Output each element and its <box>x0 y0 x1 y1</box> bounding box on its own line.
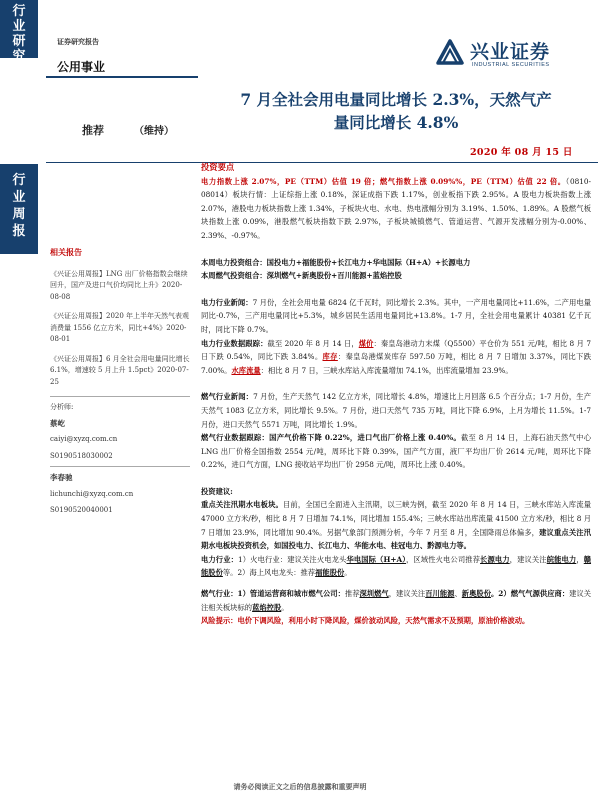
rating-label: 推荐 <box>82 124 104 137</box>
power-news <box>201 296 591 337</box>
stock-name: 皖能电力 <box>546 554 577 564</box>
related-report[interactable]: 《兴证公用周报】LNG 出厂价格指数会继续回升，国产及进口气价均同比上升》2020-08-08 <box>50 269 188 301</box>
stock-name: 福能股份 <box>315 568 345 578</box>
power-data-date: 截至 2020 年 8 月 14 日， <box>267 338 359 348</box>
sidebar-divider <box>50 396 190 397</box>
advice-power <box>201 553 591 580</box>
gas-data <box>201 431 591 472</box>
analyst-license: S0190520040001 <box>50 506 113 514</box>
header-underline <box>46 76 198 78</box>
advice-focus-tail: 建议重点关注汛期水电板块投资机会，如国投电力、长江电力、华能水电、桂冠电力、黔源电力等。 <box>201 527 591 551</box>
power-news-label: 电力行业新闻： <box>201 297 253 307</box>
sector-name: 公用事业 <box>57 60 106 74</box>
side-top-text: 行业研究 <box>12 4 26 64</box>
logo-chinese: 兴业证券 <box>470 41 551 63</box>
side-mid-label <box>0 164 38 254</box>
related-report[interactable]: 《兴证公用周报】6 月全社会用电量同比增长 6.1%，增速较 5 月上升 1.5pct》2020-07-25 <box>50 354 190 386</box>
analyst-license: S0190518030002 <box>50 451 113 460</box>
advice-gas-text: 建议关注相关板块标的 <box>201 589 592 612</box>
advice-gas-text: ，建议关注 <box>388 589 426 599</box>
related-reports-heading: 相关报告 <box>50 247 82 257</box>
risk-warning: 风险提示：电价下调风险，利用小时下降风险，煤价波动风险，天然气需求不及预期，原油价格波动。 <box>201 616 530 626</box>
advice-focus-text: 目前，全国已全面进入主汛期，以三峡为例，截至 2020 年 8 月 14 日，三峡水库站入库流量 47000 立方米/秒，相比 8 月 7 日增加 74.1%，同比增加 155.4%；三峡水库站出库流量 41500 立方米/秒，相比 8 月 7 日增加 23.9%，同比增加 90.4%。另据气象部门预测分析，今年 7 月至 8 月，全国降雨总体偏多， <box>201 500 592 537</box>
report-type: 证券研究报告 <box>57 37 99 46</box>
analyst-email[interactable]: lichunchi@xyzq.com.cn <box>50 489 134 498</box>
advice-gas-text: 。 <box>281 602 289 612</box>
main-content <box>201 161 591 628</box>
stock-name: 新奥股份 <box>461 589 491 599</box>
analyst-name: 李春驰 <box>50 473 73 482</box>
logo-mark-icon <box>434 37 466 69</box>
sidebar-divider <box>50 466 190 467</box>
analyst-name: 蔡屹 <box>50 418 65 428</box>
advice-gas-label: 燃气行业： <box>201 589 238 599</box>
power-news-text: 7 月份，全社会用电量 6824 亿千瓦时，同比增长 2.3%。其中，一产用电量同比+11.6%，二产用电量同比-0.7%，三产用电量同比+5.3%，城乡居民生活用电量同比+13.8%。1-7 月，全社会用电量累计 40381 亿千瓦时，同比下降 0.7%。 <box>201 297 591 334</box>
index-paragraph <box>201 175 591 243</box>
reservoir-flow-label: 水库流量 <box>231 365 261 375</box>
title-line-1: 7 月全社会用电量同比增长 2.3%，天然气产 <box>240 90 552 109</box>
company-logo <box>434 35 574 75</box>
stock-name: 赣能股份 <box>201 554 592 578</box>
side-mid-text: 行业周报 <box>12 173 26 239</box>
advice-gas-text: 。2）燃气气源供应商： <box>491 589 570 599</box>
portfolio-gas: 本周燃气投资组合：深圳燃气+新奥股份+百川能源+蓝焰控股 <box>201 271 402 281</box>
advice-focus-title: 重点关注汛期水电板块。 <box>201 500 283 510</box>
coal-stock-text: ：秦皇岛港煤炭库存 597.50 万吨，相比 8 月 7 日增加 3.37%，同比下跌 7.00%。 <box>201 352 592 375</box>
report-title <box>200 88 592 134</box>
gas-data-text: 截至 8 月 14 日，上海石油天然气中心 LNG 出厂价格全国指数 2554 元/吨，周环比下降 0.39%，国产气方面，液厂平均出厂价 2614 元/吨，周环比下降 0.22%，进口气方面，LNG 接收站平均出厂价 2958 元/吨，周环比上涨 0.40%。 <box>201 433 591 470</box>
advice-power-text: 等。2）海上风电龙头：推荐 <box>222 568 316 578</box>
advice-gas-text: 1）管道运营商和城市燃气公司： <box>237 589 345 599</box>
advice-power-text: ，区域性火电公司推荐 <box>406 554 481 564</box>
coal-price-label: 煤价 <box>358 338 374 348</box>
advice-power-text: 1）火电行业：建议关注火电龙头 <box>238 554 347 564</box>
gas-data-summary: 燃气行业数据跟踪：国产气价格下降 0.22%，进口气出厂价格上涨 0.40%。 <box>201 433 461 443</box>
advice-focus <box>201 498 591 552</box>
footer-disclaimer: 请务必阅读正文之后的信息披露和重要声明 <box>233 782 367 791</box>
reservoir-flow-text: ：相比 8 月 7 日，三峡水库站入库流量增加 74.1%，出库流量增加 23.9%。 <box>260 365 513 375</box>
key-points-heading: 投资要点 <box>201 162 235 172</box>
power-data-label: 电力行业数据跟踪： <box>201 338 268 348</box>
related-report[interactable]: 《兴证公用周报】2020 年上半年天然气表观消费量 1556 亿立方米，同比+4%》2020-08-01 <box>50 312 190 343</box>
index-summary: 电力指数上涨 2.07%，PE（TTM）估值 19 倍；燃气指数上涨 0.09%%，PE（TTM）估值 22 倍。 <box>201 176 566 186</box>
gas-news-text: 7 月份，生产天然气 142 亿立方米，同比增长 4.8%，增速比上月回落 6.5 个百分点；1-7 月份，生产天然气 1083 亿立方米，同比增长 9.5%。7 月份，进口天然气 735 万吨，同比下降 6.9%，上月为增长 11.5%。1-7 月份，进口天然气 5571 万吨，同比增长 1.9%。 <box>201 392 591 429</box>
advice-gas-text: 推荐 <box>344 589 360 599</box>
advice-power-text: ，建议关注 <box>509 554 547 564</box>
advice-power-label: 电力行业： <box>201 554 239 564</box>
stock-name: 深圳燃气 <box>359 589 389 599</box>
stock-name: 华电国际（H+A） <box>346 554 406 564</box>
portfolio-power: 本周电力投资组合：国投电力+福能股份+长江电力+华电国际（H+A）+长源电力 <box>201 257 471 267</box>
rating-sub: （维持） <box>134 126 174 137</box>
coal-price-text: ：秦皇岛港动力末煤（Q5500）平仓价为 551 元/吨，相比 8 月 7 日下跌 0.54%，同比下跌 3.84%。 <box>201 338 592 362</box>
logo-english: INDUSTRIAL SECURITIES <box>472 62 550 68</box>
stock-name: 蓝焰控股 <box>252 602 282 612</box>
stock-name: 百川能源 <box>425 589 455 599</box>
index-detail: （0810-08014）板块行情：上证综指上涨 0.18%，深证成指下跌 1.17%，创业板指下跌 2.95%。A 股电力板块指数上涨 2.07%，港股电力板块指数上涨 1.34%，子板块火电、水电、热电涨幅分别为 3.19%、1.50%、1.89%。A 股燃气板块指数上涨 0.09%，港股燃气板块指数下跌 2.97%，子板块城镇燃气、管道运营、气源开发涨幅分别为-0.00%、2.39%、-0.97%。 <box>201 176 591 240</box>
advice-gas <box>201 587 591 614</box>
advice-power-text: 。 <box>344 568 352 578</box>
advice-power-text: ， <box>576 554 584 564</box>
left-sidebar <box>50 247 190 517</box>
side-top-label <box>0 0 38 64</box>
title-line-2: 量同比增长 4.8% <box>333 113 459 132</box>
analyst-email[interactable]: caiyi@xyzq.com.cn <box>50 435 118 443</box>
power-data <box>201 337 591 378</box>
coal-stock-label: 库存 <box>322 352 338 362</box>
advice-heading: 投资建议: <box>201 486 233 496</box>
analyst-label: 分析师: <box>50 403 74 411</box>
side-band <box>0 0 38 800</box>
stock-name: 长源电力 <box>480 554 510 564</box>
advice-gas-text: 、 <box>454 589 462 599</box>
gas-news <box>201 390 591 431</box>
gas-news-label: 燃气行业新闻： <box>201 392 254 402</box>
report-date: 2020 年 08 月 15 日 <box>470 147 573 158</box>
